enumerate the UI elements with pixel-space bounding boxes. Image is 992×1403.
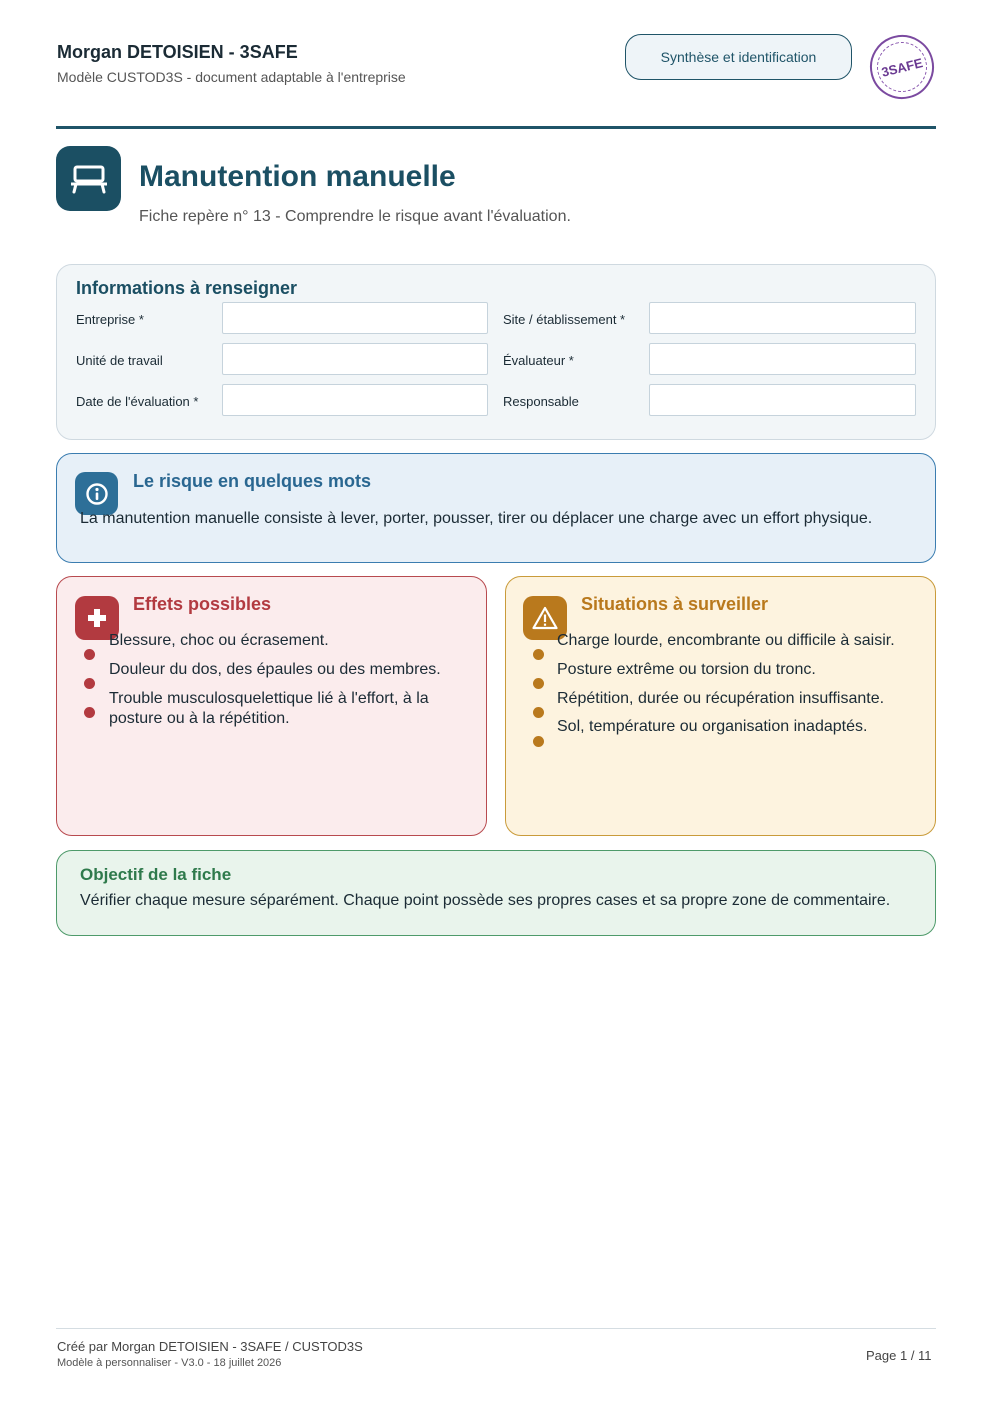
effects-item: Douleur du dos, des épaules ou des membres. xyxy=(109,661,441,678)
effects-item: Blessure, choc ou écrasement. xyxy=(109,632,329,649)
objective-title: Objectif de la fiche xyxy=(80,865,232,884)
situations-title: Situations à surveiller xyxy=(581,594,769,614)
objective-text: Vérifier chaque mesure séparément. Chaque point possède ses propres cases et sa propre zone de commentaire. xyxy=(80,892,891,909)
responsable-input[interactable] xyxy=(649,384,916,416)
field-label-date: Date de l'évaluation * xyxy=(76,394,199,409)
bullet-dot xyxy=(533,678,544,689)
bullet-dot xyxy=(84,707,95,718)
evaluateur-input[interactable] xyxy=(649,343,916,375)
risk-summary-text: La manutention manuelle consiste à lever, porter, pousser, tirer ou déplacer une charge avec un effort physique. xyxy=(80,510,873,527)
bullet-dot xyxy=(533,649,544,660)
header-divider xyxy=(56,126,936,129)
date-evaluation-input[interactable] xyxy=(222,384,488,416)
footer-model-version: Modèle à personnaliser - V3.0 - 18 juillet 2026 xyxy=(57,1357,282,1369)
company-stamp-logo xyxy=(863,28,941,106)
entreprise-input[interactable] xyxy=(222,302,488,334)
bullet-dot xyxy=(533,736,544,747)
bullet-dot xyxy=(84,678,95,689)
field-label-site: Site / établissement * xyxy=(503,312,626,327)
effects-title: Effets possibles xyxy=(133,594,272,614)
bullet-dot xyxy=(533,707,544,718)
footer-created-by: Créé par Morgan DETOISIEN - 3SAFE / CUSTOD3S xyxy=(57,1339,363,1354)
document-author: Morgan DETOISIEN - 3SAFE xyxy=(57,42,298,62)
footer-divider xyxy=(56,1328,936,1329)
site-input[interactable] xyxy=(649,302,916,334)
effects-item: Trouble musculosquelettique lié à l'effort, à la posture ou à la répétition. xyxy=(109,690,429,727)
situations-item: Posture extrême ou torsion du tronc. xyxy=(557,661,816,678)
field-label-unite: Unité de travail xyxy=(76,353,163,368)
stamp-text: 3SAFE xyxy=(872,37,933,98)
info-panel-title: Informations à renseigner xyxy=(76,278,298,298)
page-title: Manutention manuelle xyxy=(139,160,456,193)
field-label-evaluateur: Évaluateur * xyxy=(503,353,574,368)
bullet-dot xyxy=(84,649,95,660)
situations-item: Répétition, durée ou récupération insuffisante. xyxy=(557,690,885,707)
page-number: Page 1 / 11 xyxy=(866,1348,932,1363)
workbench-icon xyxy=(56,146,121,211)
situations-item: Charge lourde, encombrante ou difficile à saisir. xyxy=(557,632,895,649)
unite-travail-input[interactable] xyxy=(222,343,488,375)
field-label-entreprise: Entreprise * xyxy=(76,312,144,327)
field-label-responsable: Responsable xyxy=(503,394,579,409)
section-tag-button[interactable]: Synthèse et identification xyxy=(625,34,852,80)
situations-item: Sol, température ou organisation inadaptés. xyxy=(557,718,868,735)
page-subtitle: Fiche repère n° 13 - Comprendre le risque avant l'évaluation. xyxy=(139,208,571,225)
document-model: Modèle CUSTOD3S - document adaptable à l'entreprise xyxy=(57,69,406,85)
risk-summary-title: Le risque en quelques mots xyxy=(133,471,372,491)
